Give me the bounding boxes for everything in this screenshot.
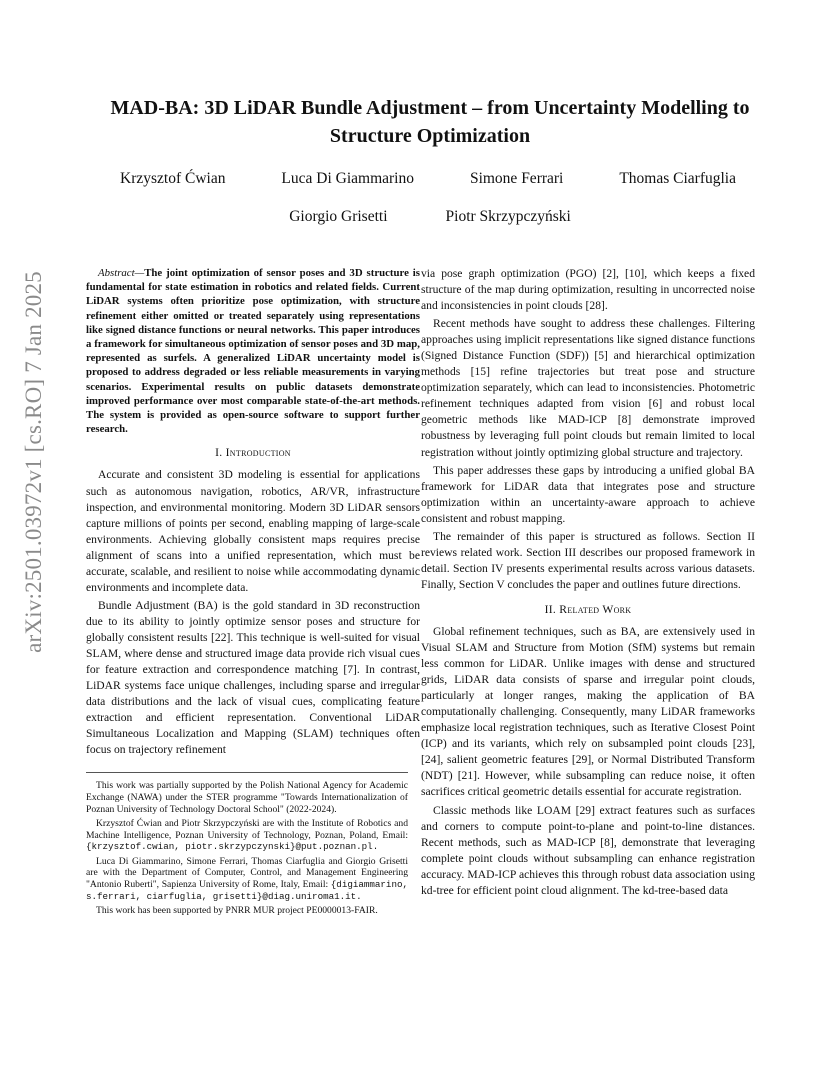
- author-row-2: [90, 208, 770, 230]
- arxiv-identifier: arXiv:2501.03972v1 [cs.RO] 7 Jan 2025: [21, 271, 46, 653]
- author-row-1: [90, 170, 770, 192]
- arxiv-sidebar: [0, 0, 56, 1072]
- paragraph: Bundle Adjustment (BA) is the gold standard in 3D reconstruction due to its ability to jointly optimize sensor poses and structure for globally consistent results [22]. This technique is well-suited for visual SLAM, where dense and structured image data provide rich visual cues for feature extraction and correspondence matching [7]. In contrast, LiDAR systems face unique challenges, including sparse and irregular data distributions and the lack of visual cues, complicating feature extraction and efficient representation. Conventional LiDAR Simultaneous Localization and Mapping (SLAM) techniques often focus on trajectory refinement: [86, 598, 420, 757]
- footnotes: [86, 772, 408, 917]
- paragraph: Classic methods like LOAM [29] extract features such as surfaces and corners to compute point-to-plane and point-to-line distances. Recent methods, such as MAD-ICP [8], demonstrate that leveraging complete point clouds without subsampling can enhance registration accuracy. MAD-ICP achieves this through robust data association using kd-tree for efficient point cloud alignment. The kd-tree-based data: [421, 803, 755, 897]
- section-heading-introduction: I. Introduction: [215, 446, 291, 460]
- email-address: {krzysztof.cwian, piotr.skrzypczynski}@put.poznan.pl.: [86, 841, 379, 853]
- footnote-funding: This work was partially supported by the Polish National Agency for Academic Exchange (NAWA) under the STER programme "Towards Internationalization of Poznan University of Technology Doctoral School" (2022-2024).: [86, 780, 408, 815]
- paragraph: This paper addresses these gaps by introducing a unified global BA framework for LiDAR data that integrates pose and structure optimization within an uncertainty-aware approach to achieve consistent and robust mapping.: [421, 463, 755, 525]
- author-name: Krzysztof Ćwian: [120, 170, 226, 187]
- email-address: {digiammarino, s.ferrari, ciarfuglia, grisetti}@diag.uniroma1.it.: [86, 879, 408, 902]
- left-column: [86, 266, 420, 920]
- author-name: Giorgio Grisetti: [289, 208, 388, 225]
- paper-title: MAD-BA: 3D LiDAR Bundle Adjustment – from Uncertainty Modelling to Structure Optimization: [110, 97, 750, 147]
- footnote-affiliation-2: Luca Di Giammarino, Simone Ferrari, Thomas Ciarfuglia and Giorgio Grisetti are with the Department of Computer, Control, and Management Engineering "Antonio Ruberti", Sapienza University of Rome, Italy, Email: {digiammarino, s.ferrari, ciarfuglia, grisetti}@diag.uniroma1.it.: [86, 855, 408, 902]
- abstract: Abstract—The joint optimization of sensor poses and 3D structure is fundamental for state estimation in robotics and related fields. Current LiDAR systems often prioritize pose optimization, with structure refinement either omitted or treated separately using representations like signed distance functions or neural networks. This paper introduces a framework for simultaneous optimization of sensor poses and 3D map, represented as surfels. A generalized LiDAR uncertainty model is proposed to address degraded or less reliable measurements in varying scenarios. Experimental results on public datasets demonstrate improved performance over most comparable state-of-the-art methods. The system is provided as open-source software to support further research.: [86, 267, 420, 436]
- paragraph: via pose graph optimization (PGO) [2], [10], which keeps a fixed structure of the map during optimization, resulting in uncorrected noise and inconsistencies in point clouds [28].: [421, 267, 755, 313]
- author-name: Luca Di Giammarino: [281, 170, 414, 187]
- section-heading-related-work: II. Related Work: [544, 602, 632, 616]
- footnote-affiliation-1: Krzysztof Ćwian and Piotr Skrzypczyński are with the Institute of Robotics and Machine Intelligence, Poznan University of Technology, Poznan, Poland, Email: {krzysztof.cwian, piotr.skrzypczynski}@put.poznan.pl.: [86, 818, 408, 853]
- paragraph: Recent methods have sought to address these challenges. Filtering approaches using implicit representations like signed distance functions (Signed Distance Function (SDF)) [5] and hierarchical optimization methods [15] refine trajectories but treat pose and structure optimization separately, which can lead to inconsistencies. Photometric refinement techniques adapted from vision [6] and robust local geometric methods like MAD-ICP [8] demonstrate improved robustness by leveraging full point clouds but remain limited to local registration without jointly optimizing global structure and trajectory.: [421, 317, 755, 459]
- abstract-text: The joint optimization of sensor poses and 3D structure is fundamental for state estimation in robotics and related fields. Current LiDAR systems often prioritize pose optimization, with structure refinement either omitted or treated separately using representations like signed distance functions or neural networks. This paper introduces a framework for simultaneous optimization of sensor poses and 3D map, represented as surfels. A generalized LiDAR uncertainty model is proposed to address degraded or less reliable measurements in varying scenarios. Experimental results on public datasets demonstrate improved performance over most comparable state-of-the-art methods. The system is provided as open-source software to support further research.: [86, 267, 420, 436]
- abstract-label: Abstract: [98, 267, 135, 279]
- paragraph: Global refinement techniques, such as BA, are extensively used in Visual SLAM and Structure from Motion (SfM) systems but remain less common for LiDAR. Unlike images with dense and structured grids, LiDAR data consists of sparse and irregular point clouds, particularly at longer ranges, making the application of BA computationally challenging. Consequently, many LiDAR frameworks emphasize local registration techniques, such as Iterative Closest Point (ICP) and its variants, which rely on subsampled point clouds [23], [24], salient geometric features [29], or Normal Distributed Transform (NDT) [21]. However, while subsampling can reduce noise, it often sacrifices critical geometric details essential for accurate registration.: [421, 624, 755, 799]
- right-column: [421, 266, 755, 901]
- paragraph: The remainder of this paper is structured as follows. Section II reviews related work. Section III describes our proposed framework in detail. Section IV presents experimental results across various datasets. Finally, Section V concludes the paper and outlines future directions.: [421, 529, 755, 591]
- footnote-support: This work has been supported by PNRR MUR project PE0000013-FAIR.: [96, 905, 378, 917]
- author-name: Simone Ferrari: [469, 170, 564, 187]
- author-name: Piotr Skrzypczyński: [445, 208, 571, 225]
- paragraph: Accurate and consistent 3D modeling is essential for applications such as autonomous navigation, robotics, AR/VR, infrastructure inspection, and environmental monitoring. Modern 3D LiDAR sensors capture millions of points per second, enabling mapping of large-scale environments. Achieving globally consistent maps requires precise alignment of scans into a unified representation, which must be accurate, scalable, and resilient to noise while accommodating dynamic environments and incomplete data.: [86, 468, 420, 594]
- author-name: Thomas Ciarfuglia: [619, 170, 736, 187]
